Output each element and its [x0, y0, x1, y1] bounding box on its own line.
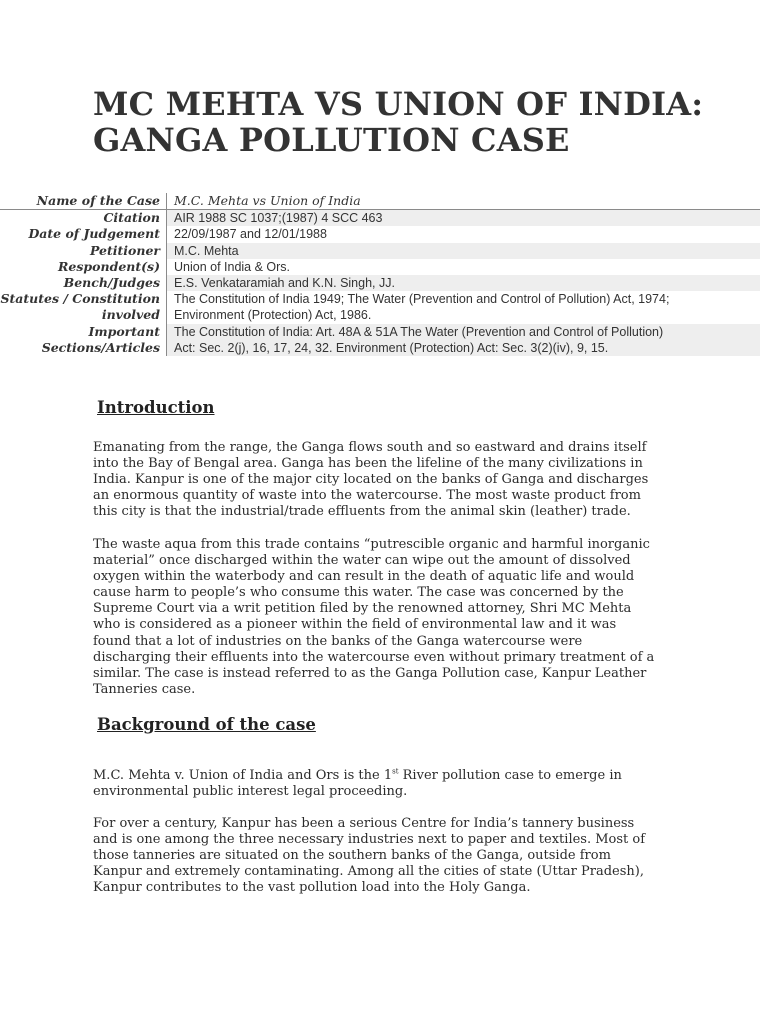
- text-line: oxygen within the waterbody and can result in the death of aquatic life and would: [93, 569, 635, 585]
- table-row: [0, 324, 760, 340]
- row-value: M.C. Mehta vs Union of India: [167, 193, 761, 210]
- text-line: an enormous quantity of waste into the watercourse. The most waste product from: [93, 488, 641, 504]
- text-line: those tanneries are situated on the southern banks of the Ganga, outside from: [93, 848, 611, 864]
- document-title: [93, 86, 703, 158]
- table-row: [0, 259, 760, 275]
- row-label: Date of Judgement: [0, 226, 167, 242]
- text-line: into the Bay of Bengal area. Ganga has been the lifeline of the many civilizations in: [93, 456, 643, 472]
- table-row: [0, 340, 760, 356]
- table-row: [0, 275, 760, 291]
- table-row: [0, 226, 760, 242]
- row-label: Bench/Judges: [0, 275, 167, 291]
- text-fragment: River pollution case to emerge in: [398, 768, 622, 783]
- background-paragraph-2: [93, 816, 653, 896]
- text-line: similar. The case is instead referred to as the Ganga Pollution case, Kanpur Leather: [93, 665, 647, 681]
- background-heading: Background of the case: [97, 715, 316, 734]
- text-line: this city is that the industrial/trade effluents from the animal skin (leather) trade.: [93, 504, 631, 520]
- row-label: involved: [0, 307, 167, 323]
- text-line: who is considered as a pioneer within the field of environmental law and it was: [93, 617, 617, 633]
- row-value: AIR 1988 SC 1037;(1987) 4 SCC 463: [167, 210, 761, 227]
- text-line: India. Kanpur is one of the major city located on the banks of Ganga and discharges: [93, 472, 649, 488]
- text-line: cause harm to people’s who consume this water. The case was concerned by the: [93, 585, 624, 601]
- row-value: E.S. Venkataramiah and K.N. Singh, JJ.: [167, 275, 761, 291]
- row-value: 22/09/1987 and 12/01/1988: [174, 227, 327, 242]
- table-row: [0, 193, 760, 210]
- text-fragment: M.C. Mehta v. Union of India and Ors is the 1: [93, 768, 393, 783]
- row-label: Citation: [0, 210, 167, 227]
- row-label: Important: [0, 324, 167, 340]
- text-line: environmental public interest legal proceeding.: [93, 784, 408, 800]
- row-label: Respondent(s): [0, 259, 167, 275]
- text-line: Kanpur and extremely contaminating. Among all the cities of state (Uttar Pradesh),: [93, 864, 644, 880]
- ordinal-superscript: st: [392, 767, 399, 776]
- text-line: found that a lot of industries on the banks of the Ganga watercourse were: [93, 633, 583, 649]
- row-label: Name of the Case: [0, 193, 167, 210]
- introduction-heading: Introduction: [97, 398, 215, 417]
- text-line: For over a century, Kanpur has been a serious Centre for India’s tannery business: [93, 816, 635, 831]
- row-value: Environment (Protection) Act, 1986.: [174, 308, 372, 323]
- text-line: Kanpur contributes to the vast pollution load into the Holy Ganga.: [93, 880, 531, 896]
- introduction-paragraph-1: [93, 440, 653, 520]
- table-row: [0, 291, 760, 307]
- row-label: Petitioner: [0, 243, 167, 259]
- row-label: Statutes / Constitution: [0, 291, 167, 307]
- row-value: The Constitution of India 1949; The Water (Prevention and Control of Pollution) Act, 1974;: [174, 292, 670, 307]
- title-line: GANGA POLLUTION CASE: [93, 121, 570, 159]
- row-label: Sections/Articles: [0, 340, 167, 356]
- row-value: Union of India & Ors.: [174, 259, 291, 274]
- background-paragraph-1: [93, 768, 653, 800]
- table-row: [0, 243, 760, 259]
- text-line: Emanating from the range, the Ganga flows south and so eastward and drains itself: [93, 440, 647, 455]
- text-line: material” once discharged within the water can wipe out the amount of dissolved: [93, 553, 631, 569]
- text-line: and is one among the three necessary industries next to paper and textiles. Most of: [93, 832, 646, 848]
- row-value: Act: Sec. 2(j), 16, 17, 24, 32. Environment (Protection) Act: Sec. 3(2)(iv), 9, 15.: [167, 340, 761, 356]
- row-value: M.C. Mehta: [167, 243, 761, 259]
- table-row: [0, 210, 760, 227]
- text-line: The waste aqua from this trade contains “putrescible organic and harmful inorganic: [93, 537, 650, 552]
- text-line: Tanneries case.: [93, 681, 196, 697]
- table-row: [0, 307, 760, 323]
- case-details-table: [0, 193, 760, 356]
- introduction-paragraph-2: [93, 537, 653, 698]
- text-line: Supreme Court via a writ petition filed by the renowned attorney, Shri MC Mehta: [93, 601, 632, 617]
- title-line: MC MEHTA VS UNION OF INDIA:: [93, 85, 704, 123]
- row-value: The Constitution of India: Art. 48A & 51A The Water (Prevention and Control of Pollution): [167, 324, 761, 340]
- text-line: discharging their effluents into the watercourse even without primary treatment of a: [93, 649, 655, 665]
- text-line: [93, 768, 653, 784]
